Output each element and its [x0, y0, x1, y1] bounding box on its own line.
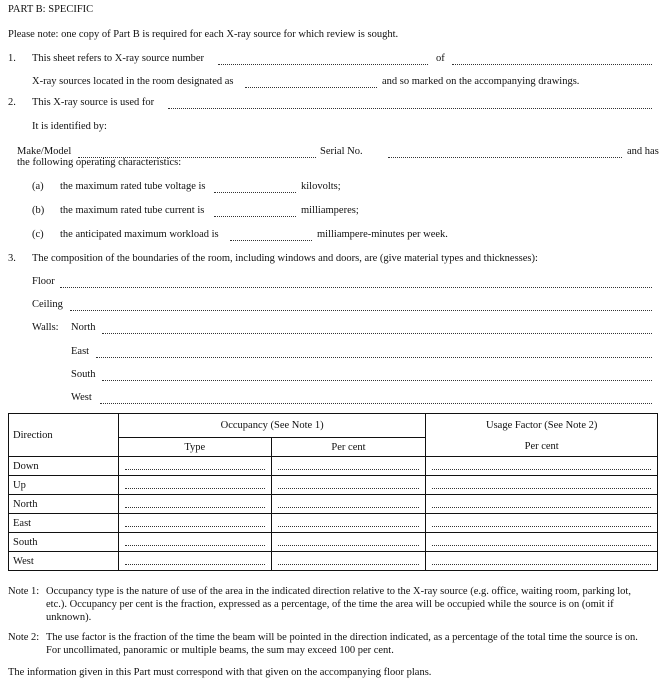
tube-current-field[interactable] — [214, 216, 296, 217]
east-wall-field[interactable] — [96, 357, 652, 358]
table-row — [9, 552, 658, 571]
east-label: East — [71, 346, 90, 357]
table-row — [9, 476, 658, 495]
north-label: North — [71, 322, 96, 333]
item-1-drawings-text: and so marked on the accompanying drawings. — [382, 76, 580, 87]
occupancy-percent-cell[interactable] — [271, 495, 426, 514]
item-2-number: 2. — [8, 97, 16, 108]
occupancy-header: Occupancy (See Note 1) — [118, 414, 425, 438]
north-wall-field[interactable] — [102, 333, 652, 334]
occupancy-type-cell[interactable] — [118, 514, 271, 533]
item-b-text: the maximum rated tube current is — [60, 205, 205, 216]
usage-percent-header: Per cent — [426, 438, 658, 457]
west-label: West — [71, 392, 92, 403]
intro-note: Please note: one copy of Part B is required for each X-ray source for which review is sought. — [8, 29, 399, 40]
item-b-unit: milliamperes; — [301, 205, 359, 216]
row-direction-label: East — [9, 514, 119, 533]
usage-factor-header: Usage Factor (See Note 2) — [426, 414, 658, 438]
source-total-field[interactable] — [452, 64, 652, 65]
occupancy-percent-cell[interactable] — [271, 514, 426, 533]
row-direction-label: Down — [9, 457, 119, 476]
direction-header: Direction — [9, 414, 119, 457]
occupancy-percent-cell[interactable] — [271, 533, 426, 552]
floor-label: Floor — [32, 276, 55, 287]
room-designation-field[interactable] — [245, 87, 377, 88]
characteristics-label: the following operating characteristics: — [17, 157, 182, 168]
table-row — [9, 533, 658, 552]
identified-by-label: It is identified by: — [32, 121, 107, 132]
item-3-number: 3. — [8, 253, 16, 264]
occupancy-percent-cell[interactable] — [271, 476, 426, 495]
item-2-text: This X-ray source is used for — [32, 97, 155, 108]
item-c-unit: milliampere-minutes per week. — [317, 229, 448, 240]
occupancy-percent-cell[interactable] — [271, 552, 426, 571]
usage-percent-cell[interactable] — [426, 495, 658, 514]
note-1-line: Occupancy type is the nature of use of the area in the indicated direction relative to the X-ray source (e.g. office, waiting room, parking lot, — [46, 586, 631, 597]
note-2-line: The use factor is the fraction of the time the beam will be pointed in the direction indicated, as a percentage of the total time the source is on. — [46, 632, 638, 643]
usage-percent-cell[interactable] — [426, 476, 658, 495]
item-a-unit: kilovolts; — [301, 181, 341, 192]
row-direction-label: West — [9, 552, 119, 571]
usage-percent-cell[interactable] — [426, 457, 658, 476]
occupancy-percent-cell[interactable] — [271, 457, 426, 476]
note-1-line: etc.). Occupancy per cent is the fraction, expressed as a percentage, of the time the area will be occupied while the source is on (omit if — [46, 599, 614, 610]
usage-field[interactable] — [168, 108, 652, 109]
occupancy-type-cell[interactable] — [118, 457, 271, 476]
note-2-label: Note 2: — [8, 632, 40, 643]
row-direction-label: Up — [9, 476, 119, 495]
direction-table — [8, 413, 658, 571]
south-label: South — [71, 369, 96, 380]
footer-note: The information given in this Part must correspond with that given on the accompanying floor plans. — [8, 667, 432, 678]
source-number-field[interactable] — [218, 64, 428, 65]
tube-voltage-field[interactable] — [214, 192, 296, 193]
floor-field[interactable] — [60, 287, 652, 288]
item-a-text: the maximum rated tube voltage is — [60, 181, 206, 192]
note-1-label: Note 1: — [8, 586, 40, 597]
row-direction-label: South — [9, 533, 119, 552]
section-title: PART B: SPECIFIC — [8, 4, 94, 15]
walls-label: Walls: — [32, 322, 59, 333]
row-direction-label: North — [9, 495, 119, 514]
item-1-room-text: X-ray sources located in the room designated as — [32, 76, 234, 87]
table-row — [9, 457, 658, 476]
item-a-label: (a) — [32, 181, 44, 192]
ceiling-label: Ceiling — [32, 299, 63, 310]
type-header: Type — [118, 438, 271, 457]
occupancy-type-cell[interactable] — [118, 476, 271, 495]
item-c-label: (c) — [32, 229, 44, 240]
usage-percent-cell[interactable] — [426, 533, 658, 552]
south-wall-field[interactable] — [102, 380, 652, 381]
item-1-text: This sheet refers to X-ray source number — [32, 53, 205, 64]
usage-percent-cell[interactable] — [426, 552, 658, 571]
usage-percent-cell[interactable] — [426, 514, 658, 533]
occupancy-type-cell[interactable] — [118, 495, 271, 514]
occupancy-percent-header: Per cent — [271, 438, 426, 457]
item-3-text: The composition of the boundaries of the room, including windows and doors, are (give material types and thicknesses): — [32, 253, 538, 264]
occupancy-type-cell[interactable] — [118, 552, 271, 571]
note-2-line: For uncollimated, panoramic or multiple beams, the sum may exceed 100 per cent. — [46, 645, 394, 656]
note-1-text — [46, 585, 666, 624]
note-1-line: unknown). — [46, 612, 92, 623]
item-c-text: the anticipated maximum workload is — [60, 229, 219, 240]
serial-label: Serial No. — [320, 146, 363, 157]
west-wall-field[interactable] — [100, 403, 652, 404]
of-label: of — [436, 53, 445, 64]
table-row — [9, 495, 658, 514]
serial-field[interactable] — [388, 157, 622, 158]
item-1-number: 1. — [8, 53, 16, 64]
workload-field[interactable] — [230, 240, 312, 241]
and-has-label: and has — [627, 146, 659, 157]
ceiling-field[interactable] — [70, 310, 652, 311]
table-row — [9, 514, 658, 533]
note-2-text — [46, 631, 666, 657]
occupancy-type-cell[interactable] — [118, 533, 271, 552]
item-b-label: (b) — [32, 205, 45, 216]
make-model-label: Make/Model — [17, 146, 72, 157]
